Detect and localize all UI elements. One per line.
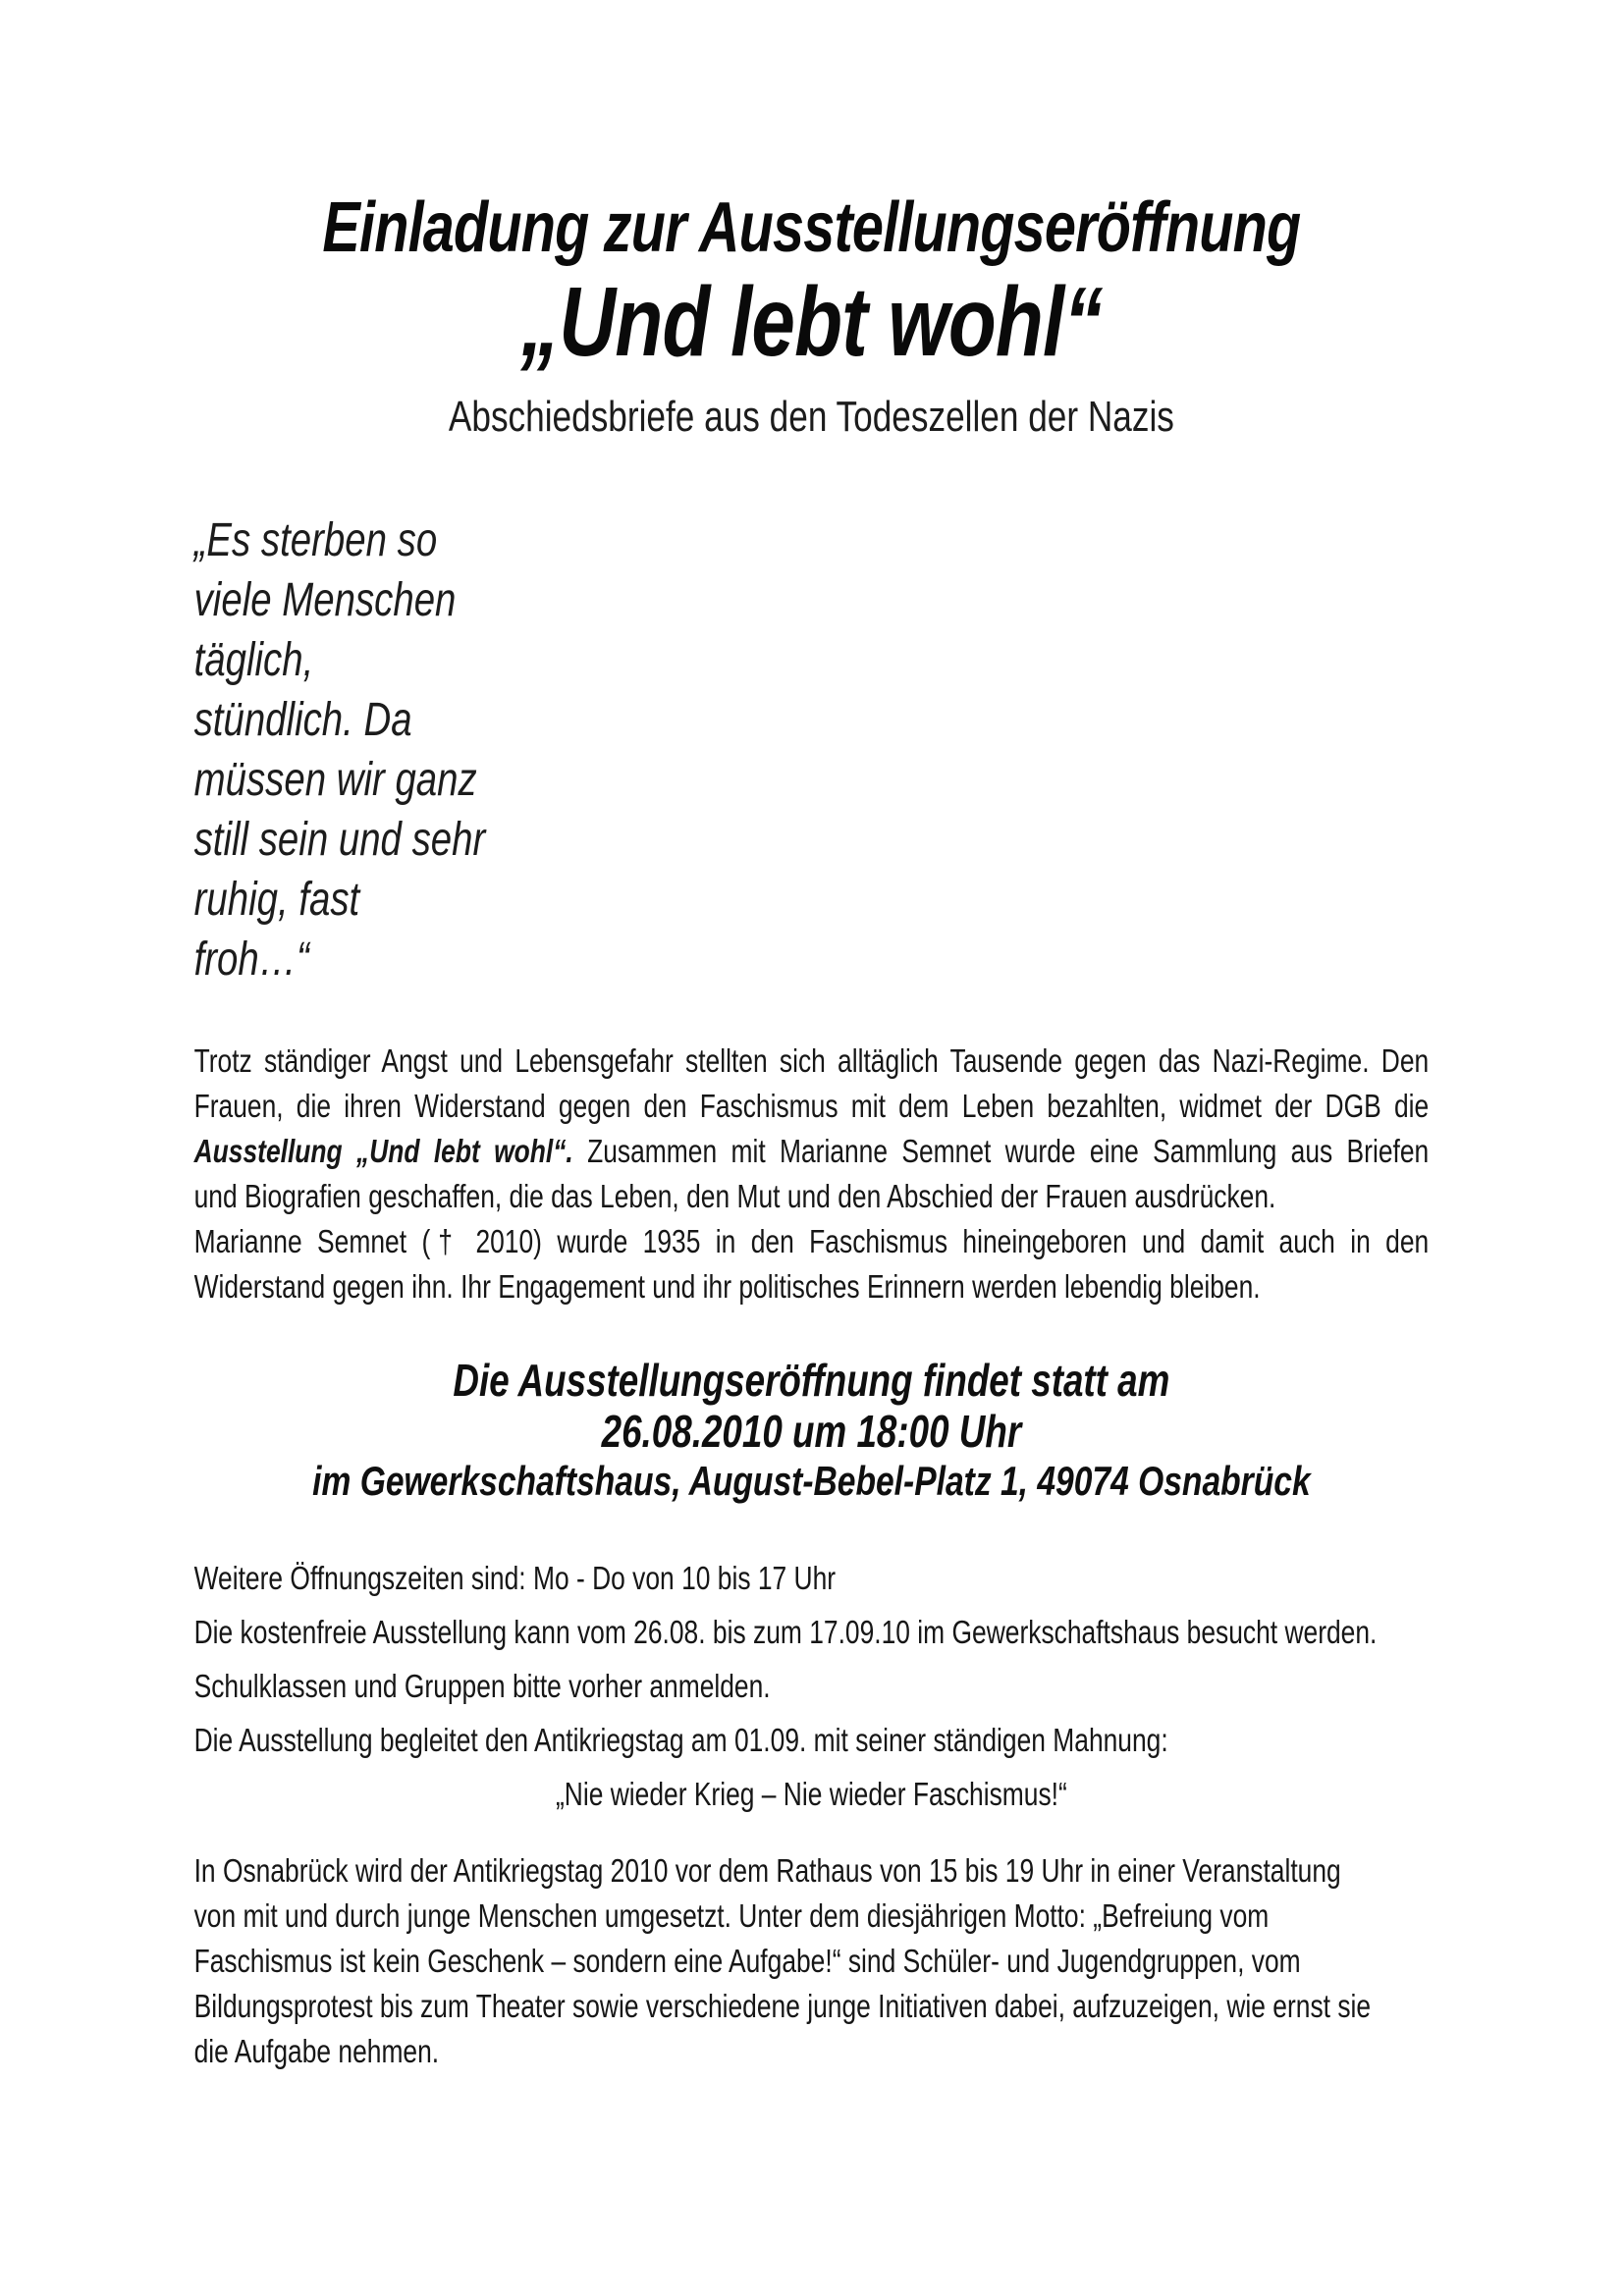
- quote-line: „Es sterben so: [193, 514, 438, 566]
- title-line-1: Einladung zur Ausstellungseröffnung: [322, 188, 1301, 267]
- text-after-highlight: Zusammen mit Marianne Semnet wurde eine Sammlung aus Briefen: [572, 1133, 1430, 1169]
- event-line-heading: Die Ausstellungseröffnung findet statt am: [453, 1355, 1170, 1406]
- text-line: und Biografien geschaffen, die das Leben, den Mut und den Abschied der Frauen ausdrücken.: [193, 1178, 1276, 1214]
- text-line: Bildungsprotest bis zum Theater sowie verschiedene junge Initiativen dabei, aufzuzeigen, wie ernst sie: [193, 1988, 1372, 2024]
- detail-line-groups: Schulklassen und Gruppen bitte vorher anmelden.: [193, 1668, 771, 1704]
- quote-line: ruhig, fast: [193, 874, 360, 926]
- text-line: Marianne Semnet († 2010) wurde 1935 in den Faschismus hineingeboren und damit auch in den: [193, 1223, 1430, 1259]
- event-line-datetime: 26.08.2010 um 18:00 Uhr: [601, 1406, 1022, 1457]
- text-line: Widerstand gegen ihn. Ihr Engagement und ihr politisches Erinnern werden lebendig bleiben.: [193, 1268, 1261, 1305]
- closing-paragraph: [194, 1848, 1430, 2074]
- quote-line: viele Menschen: [193, 574, 457, 626]
- text-line: In Osnabrück wird der Antikriegstag 2010 vor dem Rathaus von 15 bis 19 Uhr in einer Veranstaltung: [193, 1852, 1341, 1889]
- detail-line-free-entry: Die kostenfreie Ausstellung kann vom 26.08. bis zum 17.09.10 im Gewerkschaftshaus besucht werden.: [193, 1614, 1378, 1650]
- text-line: die Aufgabe nehmen.: [193, 2033, 440, 2069]
- subtitle: Abschiedsbriefe aus den Todeszellen der Nazis: [448, 393, 1174, 441]
- text-line-with-highlight: [194, 1129, 1430, 1174]
- quote-line: still sein und sehr: [193, 814, 486, 866]
- event-block: [194, 1355, 1430, 1506]
- details-block: [194, 1551, 1430, 1821]
- quote-line: täglich,: [193, 634, 314, 686]
- text-line: Frauen, die ihren Widerstand gegen den Faschismus mit dem Leben bezahlten, widmet der DGB die: [193, 1088, 1430, 1124]
- text-line: Trotz ständiger Angst und Lebensgefahr stellten sich alltäglich Tausende gegen das Nazi-Regime. Den: [193, 1042, 1430, 1079]
- highlight-text: Ausstellung „Und lebt wohl“.: [193, 1133, 573, 1169]
- title-line-2: „Und lebt wohl“: [520, 267, 1103, 377]
- event-line-location: im Gewerkschaftshaus, August-Bebel-Platz 1, 49074 Osnabrück: [312, 1458, 1311, 1504]
- motto-line: „Nie wieder Krieg – Nie wieder Faschismus!“: [555, 1776, 1067, 1812]
- quote-block: [194, 510, 1430, 989]
- detail-line-antiwar-day: Die Ausstellung begleitet den Antikriegstag am 01.09. mit seiner ständigen Mahnung:: [193, 1722, 1168, 1758]
- quote-line: froh…“: [193, 934, 309, 986]
- text-line: Faschismus ist kein Geschenk – sondern eine Aufgabe!“ sind Schüler- und Jugendgruppen, vom: [193, 1943, 1301, 1979]
- quote-line: müssen wir ganz: [193, 754, 477, 806]
- quote-line: stündlich. Da: [193, 694, 412, 746]
- intro-paragraph: [194, 1039, 1430, 1309]
- text-line: von mit und durch junge Menschen umgesetzt. Unter dem diesjährigen Motto: „Befreiung vom: [193, 1897, 1270, 1934]
- detail-line-opening-hours: Weitere Öffnungszeiten sind: Mo - Do von 10 bis 17 Uhr: [193, 1560, 837, 1596]
